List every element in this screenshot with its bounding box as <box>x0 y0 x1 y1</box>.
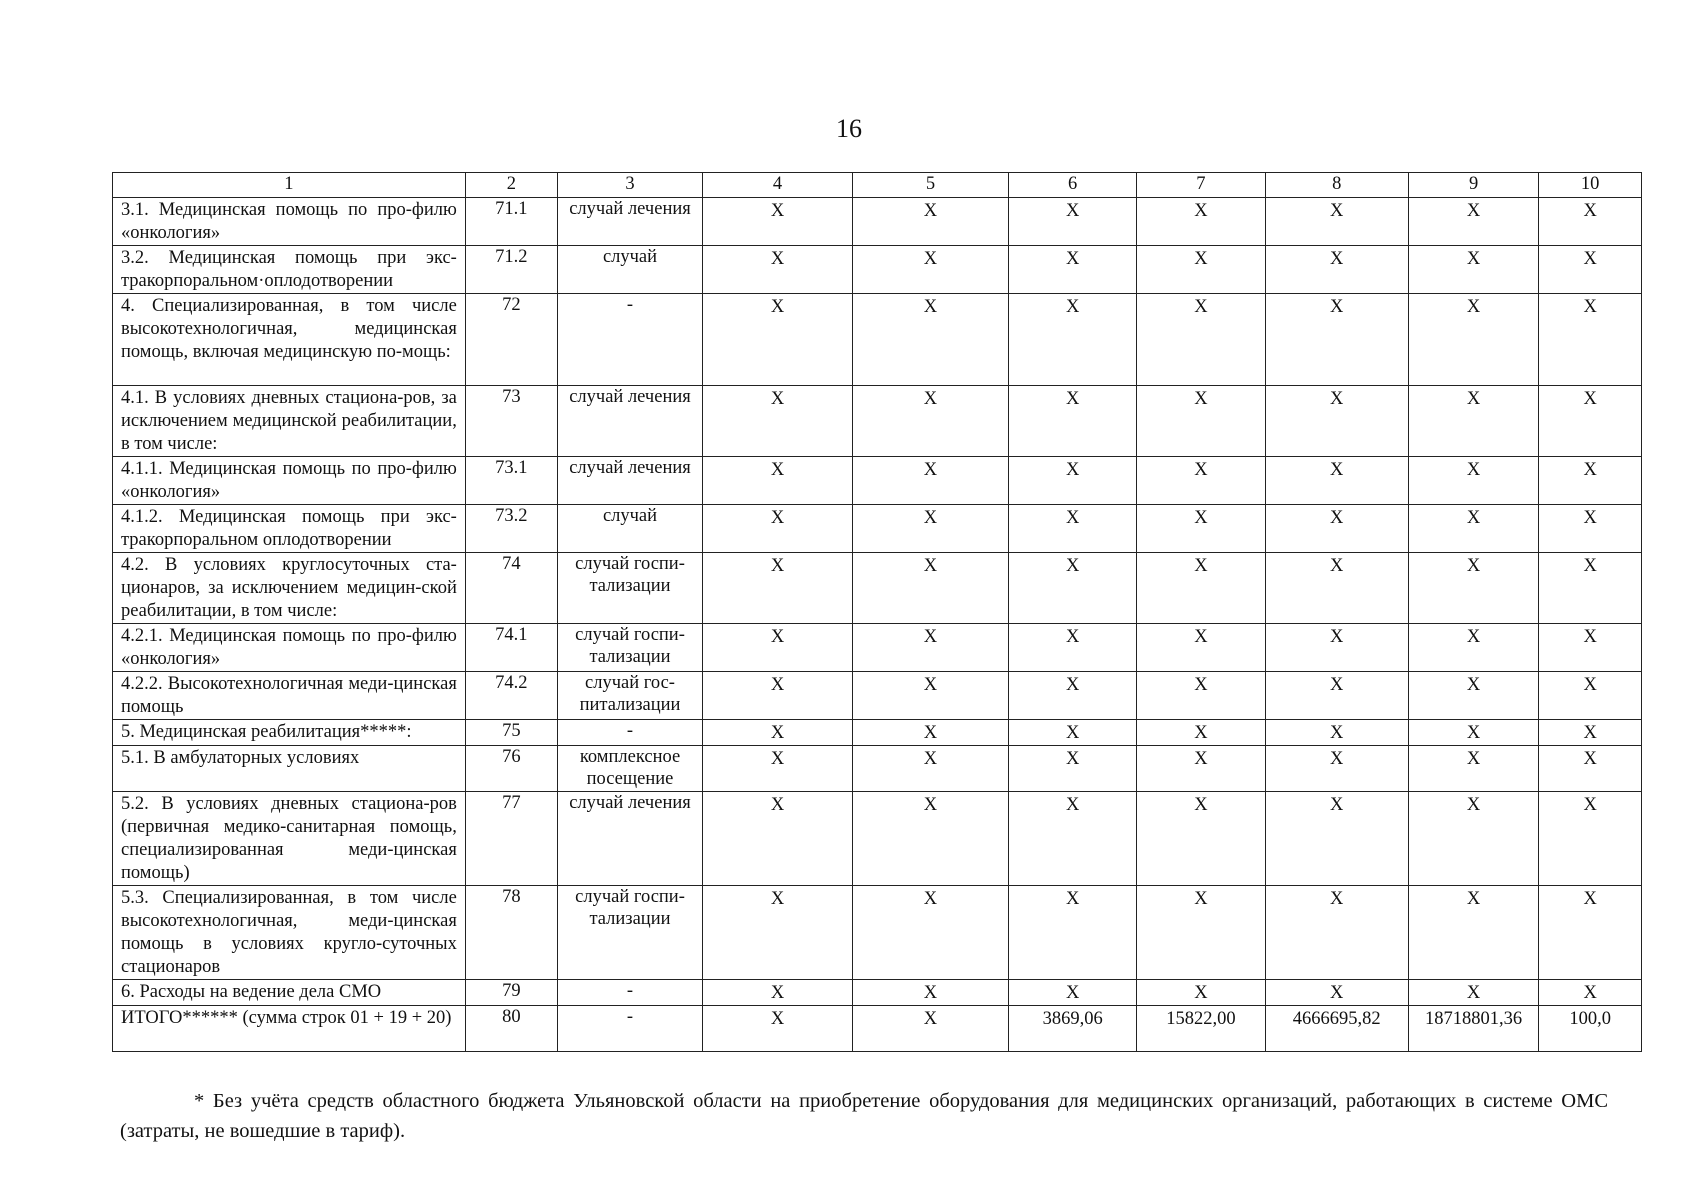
row-value: X <box>1137 246 1265 294</box>
row-code: 77 <box>465 792 557 886</box>
row-value: X <box>1265 980 1408 1006</box>
row-value: X <box>852 672 1008 720</box>
data-table-container <box>112 172 1642 1052</box>
row-value: 100,0 <box>1539 1006 1642 1052</box>
row-value: X <box>1539 386 1642 457</box>
row-value: X <box>703 198 853 246</box>
row-value: X <box>1408 746 1538 792</box>
row-value: X <box>1008 792 1136 886</box>
row-code: 72 <box>465 294 557 386</box>
row-value: X <box>1008 505 1136 553</box>
header-row <box>113 173 1642 198</box>
row-unit: случай лечения <box>557 198 702 246</box>
row-value: X <box>1408 624 1538 672</box>
table-row <box>113 198 1642 246</box>
row-value: X <box>1137 792 1265 886</box>
row-value: X <box>1008 553 1136 624</box>
row-label: 4. Специализированная, в том числе высокотехнологичная, медицинская помощь, включая медицинскую по-мощь: <box>113 294 466 386</box>
row-value: X <box>1539 720 1642 746</box>
row-value: X <box>1008 672 1136 720</box>
row-label: 6. Расходы на ведение дела СМО <box>113 980 466 1006</box>
column-header: 2 <box>465 173 557 198</box>
row-code: 76 <box>465 746 557 792</box>
table-body <box>113 198 1642 1052</box>
row-code: 73 <box>465 386 557 457</box>
row-value: X <box>703 386 853 457</box>
row-code: 74.1 <box>465 624 557 672</box>
row-unit: - <box>557 980 702 1006</box>
row-code: 80 <box>465 1006 557 1052</box>
row-value: X <box>1008 720 1136 746</box>
row-value: X <box>1408 294 1538 386</box>
row-value: X <box>852 624 1008 672</box>
row-unit: случай <box>557 505 702 553</box>
row-label: 3.2. Медицинская помощь при экс-тракорпоральном·оплодотворении <box>113 246 466 294</box>
table-row <box>113 294 1642 386</box>
row-value: X <box>852 386 1008 457</box>
row-value: X <box>1539 553 1642 624</box>
row-unit: случай лечения <box>557 792 702 886</box>
row-code: 73.2 <box>465 505 557 553</box>
table-row <box>113 553 1642 624</box>
row-value: X <box>852 980 1008 1006</box>
row-value: 4666695,82 <box>1265 1006 1408 1052</box>
row-unit: случай госпи-тализации <box>557 886 702 980</box>
column-header: 4 <box>703 173 853 198</box>
row-value: X <box>852 720 1008 746</box>
row-value: X <box>1408 792 1538 886</box>
row-value: X <box>852 457 1008 505</box>
row-code: 75 <box>465 720 557 746</box>
table-row <box>113 792 1642 886</box>
row-unit: случай гос-питализации <box>557 672 702 720</box>
row-value: X <box>1265 198 1408 246</box>
row-code: 74 <box>465 553 557 624</box>
row-value: X <box>852 246 1008 294</box>
row-label: 3.1. Медицинская помощь по про-филю «онкология» <box>113 198 466 246</box>
row-value: X <box>1408 672 1538 720</box>
row-value: X <box>1265 457 1408 505</box>
row-value: X <box>703 980 853 1006</box>
row-value: X <box>1137 624 1265 672</box>
row-value: X <box>1265 294 1408 386</box>
page-number: 16 <box>836 114 862 143</box>
row-code: 79 <box>465 980 557 1006</box>
table-row <box>113 457 1642 505</box>
row-unit: случай <box>557 246 702 294</box>
row-value: X <box>852 198 1008 246</box>
row-value: X <box>1265 672 1408 720</box>
row-value: X <box>1539 746 1642 792</box>
column-header: 1 <box>113 173 466 198</box>
table-row <box>113 980 1642 1006</box>
row-value: X <box>1408 246 1538 294</box>
row-label: 4.1.1. Медицинская помощь по про-филю «онкология» <box>113 457 466 505</box>
row-value: X <box>1265 505 1408 553</box>
row-value: X <box>1408 886 1538 980</box>
row-value: X <box>1137 886 1265 980</box>
row-value: X <box>703 746 853 792</box>
row-value: X <box>1008 457 1136 505</box>
row-value: X <box>703 792 853 886</box>
row-value: X <box>703 505 853 553</box>
row-value: X <box>1408 386 1538 457</box>
row-value: X <box>1539 246 1642 294</box>
row-value: X <box>703 886 853 980</box>
footnote-text: * Без учёта средств областного бюджета Ульяновской области на приобретение оборудования для медицинских организаций, работающих в системе ОМС (затраты, не вошедшие в тариф). <box>120 1090 1608 1142</box>
row-value: X <box>1408 553 1538 624</box>
row-value: X <box>1137 553 1265 624</box>
row-value: X <box>1137 198 1265 246</box>
column-header: 3 <box>557 173 702 198</box>
row-value: 3869,06 <box>1008 1006 1136 1052</box>
row-value: X <box>1408 720 1538 746</box>
row-value: X <box>1539 457 1642 505</box>
column-header: 10 <box>1539 173 1642 198</box>
row-value: X <box>703 672 853 720</box>
row-value: X <box>1137 720 1265 746</box>
row-value: X <box>1265 746 1408 792</box>
row-value: X <box>1408 505 1538 553</box>
table-row <box>113 886 1642 980</box>
row-label: 5.2. В условиях дневных стациона-ров (первичная медико-санитарная помощь, специализированная меди-цинская помощь) <box>113 792 466 886</box>
row-value: X <box>852 792 1008 886</box>
footnote <box>120 1086 1608 1146</box>
row-value: X <box>1008 386 1136 457</box>
row-value: X <box>1265 720 1408 746</box>
row-label: 5.3. Специализированная, в том числе высокотехнологичная, меди-цинская помощь в условиях кругло-суточных стационаров <box>113 886 466 980</box>
row-value: X <box>1265 886 1408 980</box>
row-value: X <box>703 720 853 746</box>
row-unit: - <box>557 1006 702 1052</box>
row-unit: случай лечения <box>557 457 702 505</box>
row-value: X <box>1265 386 1408 457</box>
row-value: X <box>703 624 853 672</box>
row-value: X <box>1265 792 1408 886</box>
table-row <box>113 246 1642 294</box>
row-code: 73.1 <box>465 457 557 505</box>
row-value: X <box>852 505 1008 553</box>
table-row <box>113 672 1642 720</box>
row-label: 4.1.2. Медицинская помощь при экс-тракорпоральном оплодотворении <box>113 505 466 553</box>
row-value: X <box>852 294 1008 386</box>
row-code: 71.2 <box>465 246 557 294</box>
row-value: X <box>1008 624 1136 672</box>
row-value: X <box>1008 980 1136 1006</box>
row-value: X <box>703 553 853 624</box>
table-row <box>113 746 1642 792</box>
row-value: X <box>703 1006 853 1052</box>
row-value: X <box>852 553 1008 624</box>
row-label: 4.2. В условиях круглосуточных ста-ционаров, за исключением медицин-ской реабилитации, в том числе: <box>113 553 466 624</box>
row-value: X <box>1539 886 1642 980</box>
row-value: X <box>1137 505 1265 553</box>
row-value: X <box>852 886 1008 980</box>
row-value: X <box>1539 792 1642 886</box>
row-value: X <box>1137 672 1265 720</box>
column-header: 8 <box>1265 173 1408 198</box>
row-value: X <box>1137 294 1265 386</box>
row-value: X <box>852 1006 1008 1052</box>
row-unit: случай лечения <box>557 386 702 457</box>
row-value: X <box>1539 624 1642 672</box>
row-value: X <box>1137 386 1265 457</box>
row-value: X <box>1539 505 1642 553</box>
row-unit: комплексное посещение <box>557 746 702 792</box>
row-value: X <box>1539 294 1642 386</box>
table-row <box>113 386 1642 457</box>
row-value: X <box>1008 746 1136 792</box>
row-label: 5. Медицинская реабилитация*****: <box>113 720 466 746</box>
row-value: X <box>703 294 853 386</box>
row-value: X <box>1137 746 1265 792</box>
row-value: 15822,00 <box>1137 1006 1265 1052</box>
row-label: ИТОГО****** (сумма строк 01 + 19 + 20) <box>113 1006 466 1052</box>
row-value: 18718801,36 <box>1408 1006 1538 1052</box>
row-value: X <box>1137 457 1265 505</box>
row-label: 5.1. В амбулаторных условиях <box>113 746 466 792</box>
row-unit: - <box>557 720 702 746</box>
row-value: X <box>1408 457 1538 505</box>
column-header: 5 <box>852 173 1008 198</box>
data-table <box>112 172 1642 1052</box>
column-header: 6 <box>1008 173 1136 198</box>
row-value: X <box>1008 886 1136 980</box>
row-unit: случай госпи-тализации <box>557 553 702 624</box>
table-row <box>113 505 1642 553</box>
row-value: X <box>1265 246 1408 294</box>
row-value: X <box>1539 198 1642 246</box>
row-label: 4.2.2. Высокотехнологичная меди-цинская помощь <box>113 672 466 720</box>
row-code: 74.2 <box>465 672 557 720</box>
row-code: 71.1 <box>465 198 557 246</box>
row-value: X <box>1408 980 1538 1006</box>
row-code: 78 <box>465 886 557 980</box>
row-value: X <box>703 457 853 505</box>
row-value: X <box>1408 198 1538 246</box>
row-label: 4.1. В условиях дневных стациона-ров, за исключением медицинской реабилитации, в том числе: <box>113 386 466 457</box>
row-value: X <box>1539 980 1642 1006</box>
table-row <box>113 624 1642 672</box>
row-value: X <box>1137 980 1265 1006</box>
row-value: X <box>1539 672 1642 720</box>
row-unit: случай госпи-тализации <box>557 624 702 672</box>
row-value: X <box>1008 246 1136 294</box>
row-unit: - <box>557 294 702 386</box>
row-value: X <box>1008 198 1136 246</box>
row-value: X <box>1008 294 1136 386</box>
column-header: 9 <box>1408 173 1538 198</box>
column-header: 7 <box>1137 173 1265 198</box>
row-value: X <box>852 746 1008 792</box>
table-row <box>113 1006 1642 1052</box>
row-value: X <box>703 246 853 294</box>
table-row <box>113 720 1642 746</box>
row-value: X <box>1265 553 1408 624</box>
row-label: 4.2.1. Медицинская помощь по про-филю «онкология» <box>113 624 466 672</box>
row-value: X <box>1265 624 1408 672</box>
